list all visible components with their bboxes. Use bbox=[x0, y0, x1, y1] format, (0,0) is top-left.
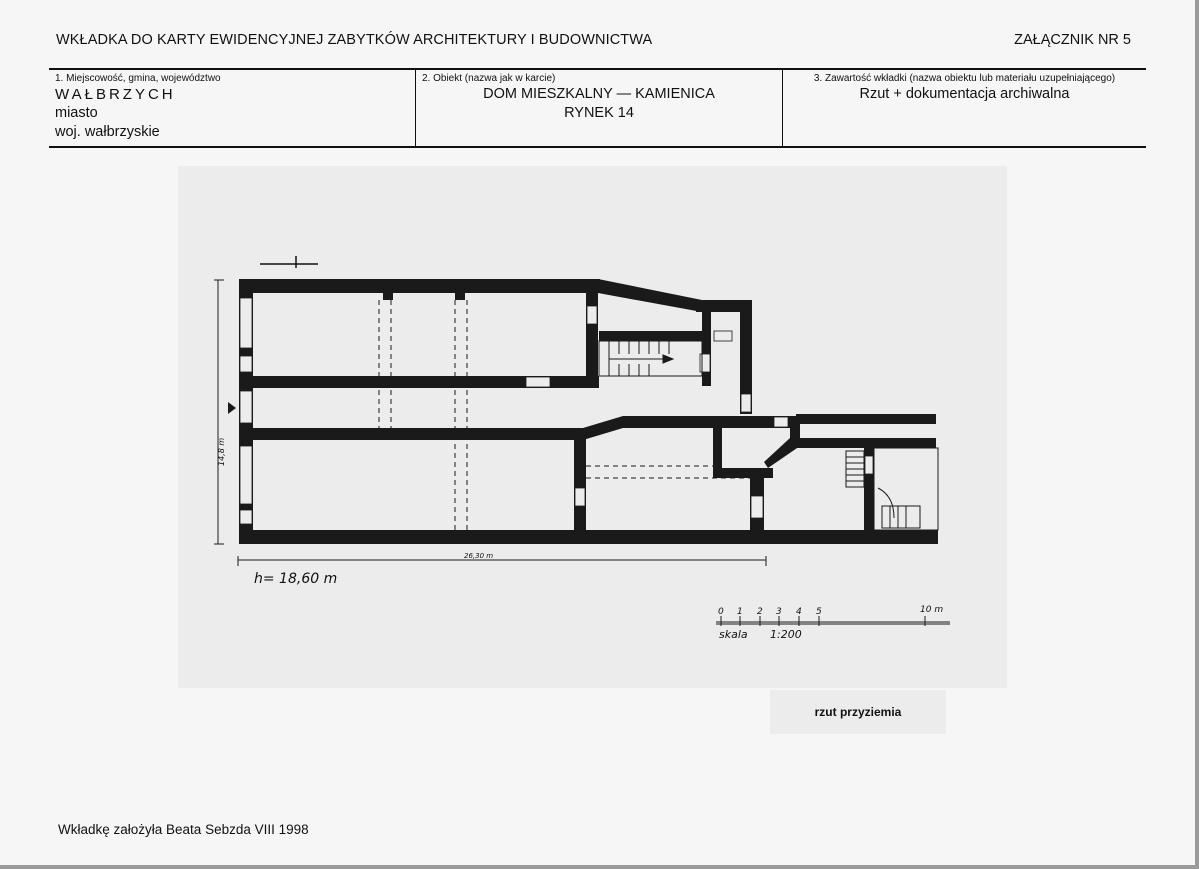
scale-tick-0: 0 bbox=[718, 607, 724, 617]
length-dimension-label: 26,30 m bbox=[464, 552, 494, 560]
length-dimension bbox=[238, 556, 766, 566]
object-name: DOM MIESZKALNY — KAMIENICA bbox=[483, 86, 715, 102]
scale-label: skala bbox=[719, 628, 748, 641]
scale-tick-5: 5 bbox=[816, 607, 822, 617]
object-cell bbox=[415, 70, 782, 146]
scale-tick-3: 3 bbox=[776, 607, 782, 617]
info-table bbox=[49, 68, 1146, 148]
contents-cell bbox=[782, 70, 1146, 146]
scale-tick-4: 4 bbox=[796, 607, 802, 617]
width-dimension bbox=[214, 280, 224, 544]
city-name: WAŁBRZYCH bbox=[55, 86, 176, 103]
gmina-name: miasto bbox=[55, 105, 98, 121]
interior-walls bbox=[239, 293, 874, 530]
staircase-rear bbox=[599, 341, 702, 376]
width-dimension-label: 14,8 m bbox=[217, 437, 226, 466]
north-arrow-icon bbox=[260, 256, 318, 268]
scale-tick-2: 2 bbox=[757, 607, 763, 617]
floor-plan-drawing bbox=[178, 166, 1007, 688]
annex-number: ZAŁĄCZNIK NR 5 bbox=[1014, 32, 1131, 48]
location-cell bbox=[49, 70, 415, 146]
location-label: 1. Miejscowość, gmina, województwo bbox=[55, 73, 221, 84]
height-note: h= 18,60 m bbox=[254, 571, 338, 587]
scale-tick-1: 1 bbox=[737, 607, 743, 617]
document-title: WKŁADKA DO KARTY EWIDENCYJNEJ ZABYTKÓW ARCHITEKTURY I BUDOWNICTWA bbox=[56, 32, 653, 48]
object-label: 2. Obiekt (nazwa jak w karcie) bbox=[422, 73, 556, 84]
window-openings bbox=[240, 298, 873, 524]
entrance-arrow-icon bbox=[228, 402, 236, 414]
scale-tick-10: 10 m bbox=[920, 605, 944, 615]
scale-ticks bbox=[718, 605, 943, 617]
side-annex bbox=[846, 448, 938, 530]
scale-ratio: 1:200 bbox=[770, 628, 802, 641]
author-note: Wkładkę założyła Beata Sebzda VIII 1998 bbox=[58, 822, 309, 837]
contents-label: 3. Zawartość wkładki (nazwa obiektu lub materiału uzupełniającego) bbox=[813, 73, 1116, 84]
contents-value: Rzut + dokumentacja archiwalna bbox=[859, 86, 1070, 102]
object-address: RYNEK 14 bbox=[564, 105, 634, 121]
voivodeship-name: woj. wałbrzyskie bbox=[55, 124, 160, 140]
scale-bar bbox=[716, 616, 950, 626]
plan-caption: rzut przyziemia bbox=[770, 690, 946, 734]
